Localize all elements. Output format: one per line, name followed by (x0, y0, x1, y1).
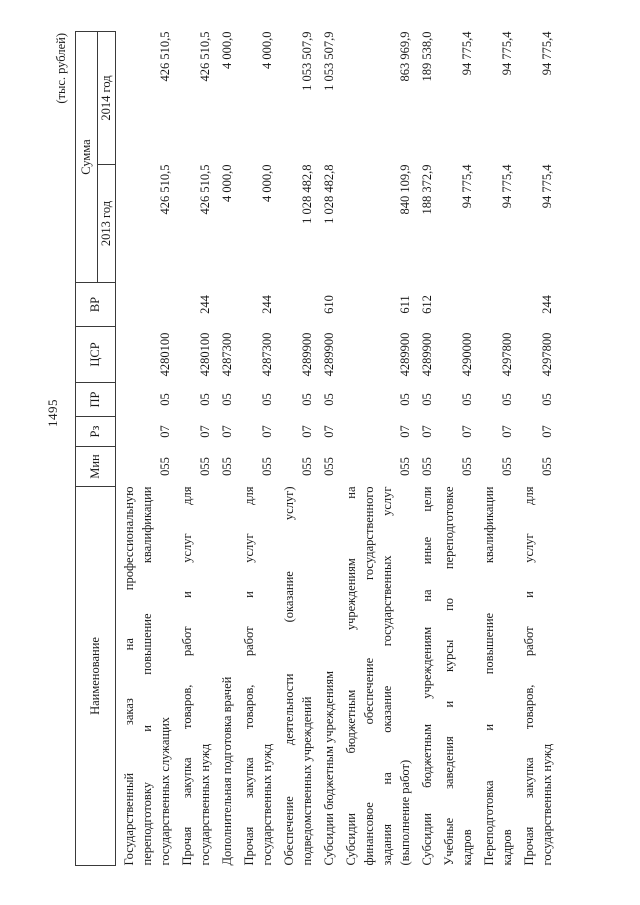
sum-2014-cell: 4 000,0 (220, 31, 234, 69)
table-row (338, 32, 414, 866)
csr-cell: 4287300 (220, 332, 234, 377)
csr-cell: 4289900 (300, 332, 314, 377)
table-row (436, 32, 476, 866)
vr-cell: 244 (198, 295, 212, 314)
csr-cell: 4289900 (420, 332, 434, 377)
sum-2013-cell: 94 775,4 (540, 164, 554, 209)
vr-cell (116, 283, 175, 327)
vr-cell (476, 283, 516, 327)
name-cell: Субсидии бюджетным учреждениям (322, 670, 336, 866)
header-name: Наименование (76, 487, 116, 866)
header-csr: ЦСР (76, 327, 116, 383)
min-cell: 055 (460, 457, 474, 476)
sum-2014-cell: 863 969,9 (398, 31, 412, 82)
table-body (116, 32, 557, 866)
pr-cell: 05 (220, 393, 234, 406)
min-cell: 055 (398, 457, 412, 476)
vr-cell (276, 283, 316, 327)
pr-cell: 05 (398, 393, 412, 406)
table-row (174, 32, 214, 866)
table-row (316, 32, 338, 866)
units-note: (тыс. рублей) (54, 33, 68, 104)
name-cell: Переподготовка и повышение квалификации кадров (482, 486, 514, 866)
rz-cell: 07 (420, 425, 434, 438)
csr-cell: 4297800 (500, 332, 514, 377)
header-2014: 2014 год (98, 32, 116, 165)
name-cell: Дополнительная подготовка врачей (220, 676, 234, 866)
table-row (236, 32, 276, 866)
pr-cell: 05 (198, 393, 212, 406)
header-2013: 2013 год (98, 165, 116, 283)
name-cell: Государственный заказ на профессиональную переподготовку и повышение квалификации государственных служащих (122, 486, 172, 866)
pr-cell: 05 (322, 393, 336, 406)
min-cell: 055 (322, 457, 336, 476)
vr-cell (436, 283, 476, 327)
rz-cell: 07 (198, 425, 212, 438)
sum-2013-cell: 1 028 482,8 (300, 164, 314, 224)
pr-cell: 05 (460, 393, 474, 406)
rz-cell: 07 (260, 425, 274, 438)
sum-2014-cell: 94 775,4 (460, 31, 474, 76)
sum-2013-cell: 426 510,5 (158, 164, 172, 215)
rz-cell: 07 (460, 425, 474, 438)
table-row (516, 32, 556, 866)
csr-cell: 4280100 (198, 332, 212, 377)
table-row (116, 32, 175, 866)
name-cell: Субсидии бюджетным учреждениям на финансовое обеспечение государственного задания на оказание государственных услуг (выполнение работ) (344, 486, 412, 866)
pr-cell: 05 (500, 393, 514, 406)
min-cell: 055 (540, 457, 554, 476)
pr-cell: 05 (260, 393, 274, 406)
csr-cell: 4297800 (540, 332, 554, 377)
rz-cell: 07 (220, 425, 234, 438)
sum-2013-cell: 1 028 482,8 (322, 164, 336, 224)
header-sum: Сумма (76, 32, 98, 283)
sum-2014-cell: 1 053 507,9 (300, 31, 314, 91)
sum-2014-cell: 189 538,0 (420, 31, 434, 82)
pr-cell: 05 (540, 393, 554, 406)
sum-2013-cell: 94 775,4 (460, 164, 474, 209)
csr-cell: 4280100 (158, 332, 172, 377)
sum-2014-cell: 426 510,5 (198, 31, 212, 82)
name-cell: Обеспечение деятельности (оказание услуг) подведомственных учреждений (282, 486, 314, 866)
sum-2014-cell: 4 000,0 (260, 31, 274, 69)
vr-cell: 244 (260, 295, 274, 314)
sum-2013-cell: 4 000,0 (260, 164, 274, 202)
budget-table (75, 31, 556, 866)
vr-cell: 244 (540, 295, 554, 314)
sum-2013-cell: 188 372,9 (420, 164, 434, 215)
page-number: 1495 (45, 399, 60, 427)
vr-cell: 610 (322, 295, 336, 314)
rotated-table-block (45, 32, 610, 866)
csr-cell: 4289900 (322, 332, 336, 377)
min-cell: 055 (500, 457, 514, 476)
rz-cell: 07 (322, 425, 336, 438)
csr-cell: 4290000 (460, 332, 474, 377)
vr-cell: 612 (420, 295, 434, 314)
table-row (214, 32, 236, 866)
min-cell: 055 (260, 457, 274, 476)
name-cell: Субсидии бюджетным учреждениям на иные цели (420, 486, 434, 866)
header-rz: Рз (76, 417, 116, 447)
csr-cell: 4287300 (260, 332, 274, 377)
table-row (414, 32, 436, 866)
min-cell: 055 (198, 457, 212, 476)
rz-cell: 07 (158, 425, 172, 438)
header-min: Мин (76, 447, 116, 487)
sum-2014-cell: 1 053 507,9 (322, 31, 336, 91)
sum-2014-cell: 94 775,4 (540, 31, 554, 76)
sum-2014-cell: 426 510,5 (158, 31, 172, 82)
table-row (476, 32, 516, 866)
pr-cell: 05 (300, 393, 314, 406)
rz-cell: 07 (300, 425, 314, 438)
pr-cell: 05 (420, 393, 434, 406)
name-cell: Учебные заведения и курсы по переподготовке кадров (442, 486, 474, 866)
table-header (76, 32, 116, 866)
name-cell: Прочая закупка товаров, работ и услуг для государственных нужд (522, 486, 554, 866)
min-cell: 055 (420, 457, 434, 476)
name-cell: Прочая закупка товаров, работ и услуг для государственных нужд (242, 486, 274, 866)
min-cell: 055 (158, 457, 172, 476)
csr-cell: 4289900 (398, 332, 412, 377)
header-pr: ПР (76, 383, 116, 417)
min-cell: 055 (300, 457, 314, 476)
sum-2014-cell: 94 775,4 (500, 31, 514, 76)
pr-cell: 05 (158, 393, 172, 406)
sum-2013-cell: 426 510,5 (198, 164, 212, 215)
sum-2013-cell: 4 000,0 (220, 164, 234, 202)
sum-2013-cell: 94 775,4 (500, 164, 514, 209)
vr-cell (214, 283, 236, 327)
sum-2013-cell: 840 109,9 (398, 164, 412, 215)
page-header-band (45, 32, 75, 866)
table-row (276, 32, 316, 866)
name-cell: Прочая закупка товаров, работ и услуг для государственных нужд (180, 486, 212, 866)
header-vr: ВР (76, 283, 116, 327)
rz-cell: 07 (500, 425, 514, 438)
rz-cell: 07 (398, 425, 412, 438)
rz-cell: 07 (540, 425, 554, 438)
vr-cell: 611 (398, 295, 412, 314)
min-cell: 055 (220, 457, 234, 476)
